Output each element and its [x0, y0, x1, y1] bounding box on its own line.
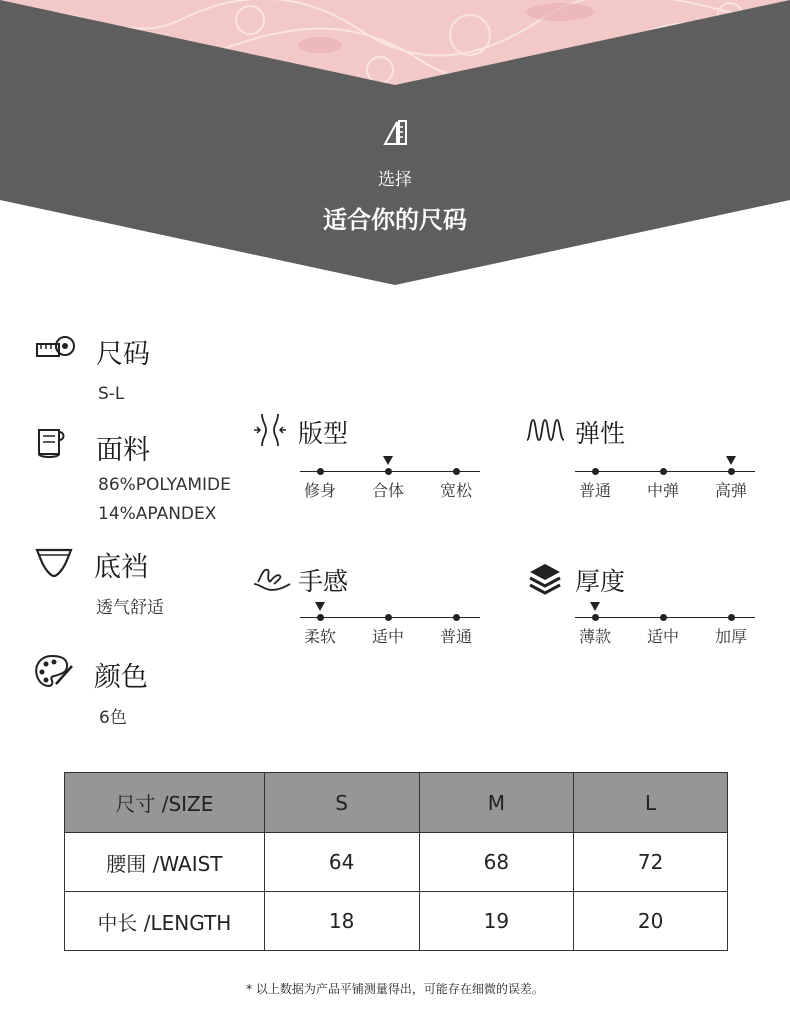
body-fit-icon — [252, 412, 292, 448]
attribute-title-fabric: 面料 — [96, 435, 150, 466]
scale-option-label: 中弹 — [646, 481, 679, 500]
scale-option-label: 修身 — [303, 481, 336, 500]
scale-pointer-icon — [590, 602, 600, 611]
attribute-value-size: S-L — [98, 384, 125, 404]
size-table — [64, 772, 728, 951]
size-table-header-cell: S — [264, 773, 419, 833]
size-table-header-row — [65, 773, 728, 833]
banner-subtitle: 选择 — [378, 170, 412, 190]
scale-thickness — [575, 602, 755, 648]
table-row — [65, 833, 728, 892]
attribute-title-size: 尺码 — [96, 339, 150, 370]
attribute-value-fabric-1: 86%POLYAMIDE — [98, 475, 231, 495]
scale-dot — [592, 468, 599, 475]
size-table-cell: 64 — [264, 833, 419, 892]
scale-option-label: 普通 — [578, 481, 611, 500]
scale-fit — [300, 456, 480, 502]
measurement-note: * 以上数据为产品平铺测量得出，可能存在细微的误差。 — [246, 982, 544, 996]
attribute-value-fabric-2: 14%APANDEX — [98, 504, 217, 524]
scale-option-label: 适中 — [371, 627, 404, 646]
size-table-header-cell: L — [574, 773, 728, 833]
scale-dot — [728, 614, 735, 621]
scale-option-label: 适中 — [646, 627, 679, 646]
size-table-header-cell: 尺寸 /SIZE — [65, 773, 265, 833]
fabric-roll-icon — [35, 426, 75, 462]
scale-hand-feel — [300, 602, 480, 648]
scale-pointer-icon — [383, 456, 393, 465]
scale-title-thickness: 厚度 — [575, 567, 626, 596]
scale-dot — [317, 614, 324, 621]
scale-elasticity — [575, 456, 755, 502]
size-table-header-cell: M — [419, 773, 574, 833]
size-table-cell: 腰围 /WAIST — [65, 833, 265, 892]
attribute-value-color: 6色 — [99, 708, 127, 728]
palette-icon — [34, 654, 74, 690]
scale-dot — [385, 468, 392, 475]
briefs-icon — [35, 546, 75, 582]
scale-dot — [592, 614, 599, 621]
scale-dot — [660, 468, 667, 475]
size-table-cell: 18 — [264, 892, 419, 951]
size-table-cell: 中长 /LENGTH — [65, 892, 265, 951]
scale-title-hand-feel: 手感 — [298, 567, 349, 596]
scale-option-label: 加厚 — [714, 627, 747, 646]
scale-dot — [453, 614, 460, 621]
elastic-wave-icon — [526, 414, 566, 450]
size-table-cell: 72 — [574, 833, 728, 892]
scale-option-label: 薄款 — [578, 627, 611, 646]
scale-dot — [317, 468, 324, 475]
table-row — [65, 892, 728, 951]
ruler-triangle-icon — [383, 118, 409, 146]
scale-option-label: 柔软 — [303, 627, 336, 646]
scale-dot — [728, 468, 735, 475]
size-table-cell: 68 — [419, 833, 574, 892]
scale-option-label: 普通 — [439, 627, 472, 646]
scale-dot — [385, 614, 392, 621]
attribute-title-color: 颜色 — [94, 662, 148, 693]
layers-icon — [528, 562, 568, 598]
attribute-title-crotch: 底裆 — [94, 552, 148, 583]
size-table-cell: 20 — [574, 892, 728, 951]
scale-title-fit: 版型 — [298, 419, 349, 448]
scale-title-elasticity: 弹性 — [575, 419, 626, 448]
hand-touch-icon — [252, 562, 292, 598]
tape-measure-icon — [35, 332, 75, 368]
scale-pointer-icon — [726, 456, 736, 465]
scale-option-label: 高弹 — [714, 481, 747, 500]
scale-dot — [453, 468, 460, 475]
scale-option-label: 宽松 — [439, 481, 472, 500]
attribute-value-crotch: 透气舒适 — [96, 598, 164, 618]
scale-option-label: 合体 — [371, 481, 404, 500]
size-table-cell: 19 — [419, 892, 574, 951]
scale-pointer-icon — [315, 602, 325, 611]
banner-title: 适合你的尺码 — [323, 206, 467, 234]
scale-dot — [660, 614, 667, 621]
